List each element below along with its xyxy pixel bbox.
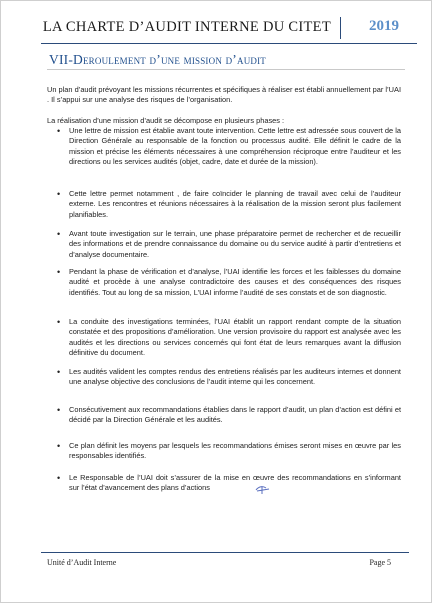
page-number: Page 5 [369, 558, 391, 567]
footer-rule [41, 552, 409, 553]
list-item [57, 367, 401, 388]
list-item-text: Avant toute investigation sur le terrain, une phase préparatoire permet de rechercher et de recueillir des informations et de prendre connaissance du domaine ou du service audité à partir d’entretiens et d’analyse documentaire. [69, 229, 401, 259]
bullet-icon: • [57, 126, 61, 136]
header-title: LA CHARTE D’AUDIT INTERNE DU CITET [42, 19, 331, 35]
list-item [57, 317, 401, 359]
list-item-text: La conduite des investigations terminées, l’UAI établit un rapport rendant compte de la situation constatée et des propositions d’amélioration. Une version provisoire du rapport est analysée avec les audités et les directions ou services concernés qui font état de leurs remarques avant la diffusion définitive du document. [69, 317, 401, 358]
list-item-text: Une lettre de mission est établie avant toute intervention. Cette lettre est adressée sous couvert de la Direction Générale au responsable de la fonction ou processus audité. Elle définit le cadre de la mission et précise les éléments nécessaires à une compréhension réciproque entre l’auditeur et les directions ou les services audités (objet, cadre, date et durée de la mission). [69, 126, 401, 167]
footer-unit: Unité d’Audit Interne [47, 558, 117, 567]
list-item-text: Consécutivement aux recommandations établies dans le rapport d’audit, un plan d’action est défini et décidé par la Direction Générale et les audités. [69, 405, 401, 425]
intro-paragraph: Un plan d’audit prévoyant les missions récurrentes et spécifiques à réaliser est établi annuellement par l’UAI . Il s’appui sur une analyse des risques de l’organisation. [47, 85, 401, 105]
list-item [57, 473, 401, 494]
bullet-icon: • [57, 267, 61, 277]
bullet-icon: • [57, 367, 61, 377]
header-separator [340, 17, 341, 39]
list-item [57, 441, 401, 462]
handwritten-mark-icon [254, 483, 272, 495]
list-item-text: Ce plan définit les moyens par lesquels les recommandations émises seront mises en œuvre par les responsables identifiés. [69, 441, 401, 461]
section-rule [47, 69, 405, 70]
list-item-text: Cette lettre permet notamment , de faire coïncider le planning de travail avec celui de l’auditeur externe. Les rencontres et réunions nécessaires à la réalisation de la mission seront plus facilement planifiables. [69, 189, 401, 219]
bullet-icon: • [57, 229, 61, 239]
bullet-icon: • [57, 189, 61, 199]
list-item-text: Pendant la phase de vérification et d’analyse, l’UAI identifie les forces et les faiblesses du domaine audité et procède à une analyse contradictoire des causes et des conséquences des risques identifiés. Tout au long de sa mission, L’UAI informe l’audité de ses constats et de son diagnostic. [69, 267, 401, 297]
bullet-icon: • [57, 317, 61, 327]
section-title [49, 52, 266, 68]
bullet-icon: • [57, 473, 61, 483]
bullet-icon: • [57, 405, 61, 415]
list-item-text: Les audités valident les comptes rendus des entretiens réalisés par les auditeurs internes et donnent une analyse objective des conclusions de l’audit interne qui les concernent. [69, 367, 401, 387]
section-title-text: VII-Deroulement d’une mission d’audit [49, 52, 266, 67]
list-item [57, 229, 401, 260]
lead-paragraph: La réalisation d’une mission d’audit se décompose en plusieurs phases : [47, 116, 285, 125]
list-item [57, 405, 401, 426]
list-item [57, 126, 401, 168]
page-header [41, 17, 417, 41]
header-year: 2019 [369, 18, 399, 34]
list-item [57, 267, 401, 298]
list-item [57, 189, 401, 220]
header-rule [41, 43, 417, 44]
bullet-icon: • [57, 441, 61, 451]
list-item-text: Le Responsable de l’UAI doit s’assurer de la mise en œuvre des recommandations en s’informant sur l’état d’avancement des plans d’actions [69, 473, 401, 493]
